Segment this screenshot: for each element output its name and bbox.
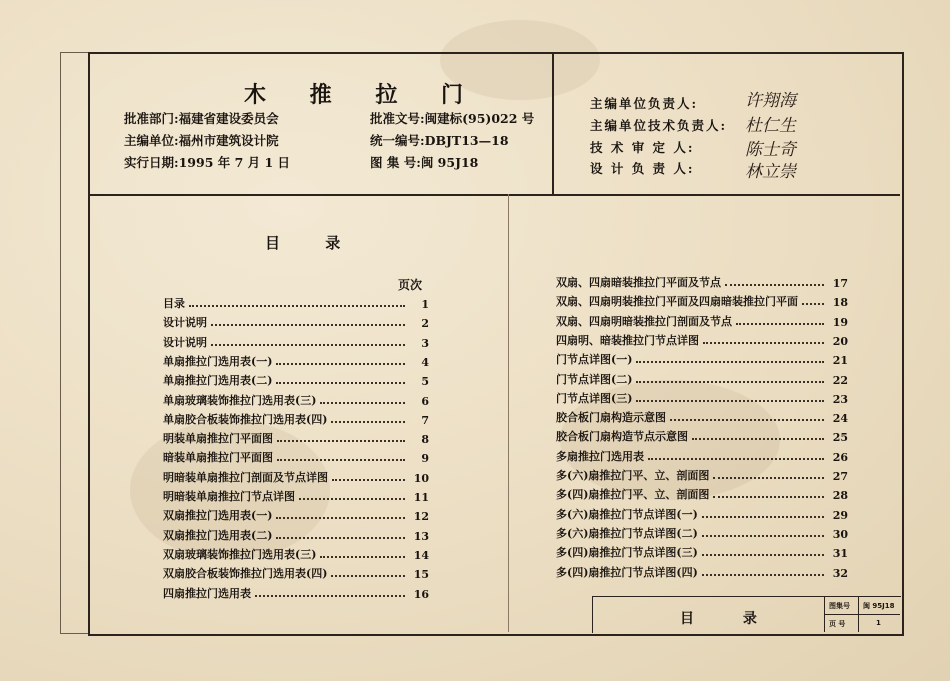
toc-entry-page: 25	[832, 431, 848, 445]
toc-entry-page: 29	[832, 508, 848, 522]
toc-entry-label: 双扇推拉门选用表(一)	[163, 509, 273, 523]
toc-entry-label: 设计说明	[163, 335, 207, 349]
toc-entry	[163, 544, 429, 562]
toc-entry	[556, 407, 848, 425]
toc-entry	[556, 504, 848, 522]
atlas-number: 图 集 号:闽 95J18	[370, 155, 479, 170]
toc-entry	[556, 330, 848, 348]
toc-entry	[556, 291, 848, 309]
toc-entry-page: 7	[421, 413, 429, 427]
responsible-label: 设 计 负 责 人:	[590, 161, 695, 176]
toc-entry	[556, 446, 848, 464]
toc-entry-label: 多(六)扇推拉门平、立、剖面图	[556, 469, 710, 482]
toc-entry-page: 20	[832, 334, 848, 348]
toc-entry-label: 胶合板门扇构造节点示意图	[556, 430, 688, 444]
toc-leader-dots	[636, 361, 824, 363]
toc-entry-label: 双扇、四扇暗装推拉门平面及节点	[556, 276, 721, 289]
toc-entry-page: 24	[832, 412, 848, 426]
toc-leader-dots	[277, 459, 405, 461]
toc-entry-page: 12	[413, 510, 429, 524]
toc-entry-label: 明暗装单扇推拉门节点详图	[163, 490, 295, 503]
toc-entry-label: 四扇明、暗装推拉门节点详图	[556, 333, 699, 347]
toc-entry-page: 16	[413, 587, 429, 601]
toc-entry-page: 22	[832, 373, 848, 387]
toc-entry-page: 21	[832, 354, 848, 368]
toc-entry-label: 多(六)扇推拉门节点详图(二)	[556, 526, 698, 540]
handwritten-signature: 杜仁生	[745, 116, 796, 136]
toc-leader-dots	[636, 400, 824, 402]
toc-leader-dots	[211, 324, 405, 326]
toc-entry-label: 双扇、四扇明暗装推拉门剖面及节点	[556, 314, 732, 328]
toc-entry-page: 14	[413, 548, 429, 562]
toc-leader-dots	[713, 477, 824, 479]
toc-leader-dots	[802, 303, 824, 305]
toc-entry-page: 6	[421, 394, 429, 408]
toc-leader-dots	[648, 458, 824, 460]
toc-entry-page: 2	[421, 317, 429, 331]
toc-entry-page: 5	[421, 375, 429, 389]
approval-doc: 批准文号:闽建标(95)022 号	[370, 111, 535, 126]
toc-leader-dots	[320, 402, 405, 404]
toc-leader-dots	[702, 516, 824, 518]
toc-entry	[163, 486, 429, 504]
toc-entry-page: 31	[832, 547, 848, 561]
toc-leader-dots	[331, 421, 405, 423]
toc-entry-label: 双扇玻璃装饰推拉门选用表(三)	[163, 547, 317, 561]
toc-leader-dots	[255, 595, 405, 597]
toc-entry-page: 28	[832, 489, 848, 503]
document-title: 木 推 拉 门	[244, 82, 481, 108]
toc-entry-label: 双扇推拉门选用表(二)	[163, 528, 273, 542]
toc-entry-label: 双扇、四扇明装推拉门平面及四扇暗装推拉门平面	[556, 295, 798, 309]
toc-entry	[556, 562, 848, 580]
toc-entry	[556, 388, 848, 406]
toc-entry-label: 门节点详图(二)	[556, 372, 633, 386]
toc-entry-label: 目录	[163, 297, 185, 310]
responsible-label: 主编单位负责人:	[590, 96, 699, 111]
effective-date: 实行日期:1995 年 7 月 1 日	[124, 155, 291, 170]
toc-entry-label: 四扇推拉门选用表	[163, 586, 251, 600]
toc-leader-dots	[299, 498, 405, 500]
toc-entry-label: 明暗装单扇推拉门剖面及节点详图	[163, 470, 328, 484]
column-divider	[508, 194, 509, 632]
toc-entry-label: 单扇胶合板装饰推拉门选用表(四)	[163, 412, 328, 426]
toc-entry	[556, 484, 848, 502]
toc-entry-page: 9	[421, 452, 429, 466]
toc-leader-dots	[277, 440, 405, 442]
toc-leader-dots	[189, 305, 405, 307]
toc-entry-page: 8	[421, 433, 429, 447]
handwritten-signature: 许翔海	[745, 91, 796, 111]
page-column-header: 页次	[398, 278, 423, 292]
toc-entry-label: 多(四)扇推拉门节点详图(四)	[556, 565, 698, 579]
toc-entry	[163, 351, 429, 369]
title-block-divider	[858, 596, 859, 632]
toc-entry-page: 1	[421, 298, 429, 311]
toc-entry-page: 27	[832, 470, 848, 483]
responsible-label: 技 术 审 定 人:	[590, 140, 695, 155]
toc-leader-dots	[331, 575, 405, 577]
toc-entry	[556, 349, 848, 367]
toc-entry-label: 双扇胶合板装饰推拉门选用表(四)	[163, 567, 328, 581]
toc-entry	[163, 428, 429, 446]
toc-entry-page: 11	[413, 491, 429, 504]
toc-entry	[163, 332, 429, 350]
toc-entry-page: 15	[413, 568, 429, 582]
toc-leader-dots	[692, 438, 824, 440]
toc-entry-label: 多(四)扇推拉门平、立、剖面图	[556, 488, 710, 502]
toc-entry	[556, 465, 848, 483]
chief-editor-unit: 主编单位:福州市建筑设计院	[124, 133, 279, 148]
toc-entry-page: 30	[832, 527, 848, 541]
toc-entry	[163, 563, 429, 581]
toc-entry	[556, 369, 848, 387]
toc-leader-dots	[702, 535, 824, 537]
toc-entry	[556, 542, 848, 560]
approval-dept: 批准部门:福建省建设委员会	[124, 111, 279, 126]
toc-leader-dots	[332, 479, 405, 481]
toc-entry	[163, 525, 429, 543]
unified-number: 统一编号:DBJT13—18	[370, 133, 509, 148]
toc-entry-label: 门节点详图(一)	[556, 353, 633, 367]
toc-leader-dots	[713, 496, 824, 498]
toc-entry-label: 设计说明	[163, 316, 207, 330]
toc-entry	[556, 426, 848, 444]
page-no-value: 1	[876, 619, 881, 627]
toc-leader-dots	[702, 574, 824, 576]
toc-entry-label: 单扇玻璃装饰推拉门选用表(三)	[163, 393, 317, 407]
toc-leader-dots	[636, 381, 824, 383]
handwritten-signature: 林立崇	[745, 162, 796, 182]
responsible-label: 主编单位技术负责人:	[590, 118, 728, 133]
toc-entry-label: 多扇推拉门选用表	[556, 449, 644, 463]
toc-entry	[163, 293, 429, 311]
page-no-label: 页 号	[829, 620, 846, 628]
toc-entry	[163, 447, 429, 465]
binding-strip	[60, 52, 89, 634]
atlas-no-value: 闽 95J18	[863, 602, 895, 610]
toc-leader-dots	[320, 556, 405, 558]
title-block-divider	[824, 614, 900, 615]
toc-leader-dots	[211, 344, 405, 346]
toc-entry-label: 多(四)扇推拉门节点详图(三)	[556, 546, 698, 560]
toc-leader-dots	[725, 284, 824, 286]
toc-entry-page: 23	[832, 392, 848, 406]
toc-entry-page: 4	[421, 355, 429, 369]
toc-entry-page: 32	[832, 566, 848, 580]
toc-entry-label: 单扇推拉门选用表(一)	[163, 354, 273, 368]
toc-entry	[163, 390, 429, 408]
header-divider	[552, 52, 554, 194]
toc-entry	[556, 311, 848, 329]
toc-entry	[556, 272, 848, 290]
toc-entry	[163, 583, 429, 601]
handwritten-signature: 陈士奇	[745, 140, 796, 160]
toc-leader-dots	[276, 537, 405, 539]
toc-entry	[163, 467, 429, 485]
toc-entry	[163, 409, 429, 427]
toc-leader-dots	[276, 363, 405, 365]
toc-leader-dots	[702, 554, 824, 556]
toc-entry	[163, 312, 429, 330]
toc-entry-page: 3	[421, 336, 429, 350]
toc-leader-dots	[736, 323, 824, 325]
toc-title: 目 录	[265, 234, 361, 252]
toc-entry-label: 多(六)扇推拉门节点详图(一)	[556, 507, 698, 521]
toc-entry-page: 19	[832, 315, 848, 329]
toc-leader-dots	[276, 382, 405, 384]
toc-leader-dots	[670, 419, 824, 421]
toc-entry-page: 10	[413, 471, 429, 485]
toc-entry-label: 门节点详图(三)	[556, 391, 633, 405]
atlas-no-label: 图集号	[829, 602, 850, 610]
toc-entry-label: 胶合板门扇构造示意图	[556, 411, 666, 425]
title-block-label: 目 录	[680, 611, 779, 627]
toc-leader-dots	[276, 517, 405, 519]
toc-entry-page: 17	[832, 277, 848, 290]
toc-entry-label: 单扇推拉门选用表(二)	[163, 374, 273, 388]
toc-entry-page: 26	[832, 450, 848, 464]
toc-entry-label: 明装单扇推拉门平面图	[163, 432, 273, 446]
toc-leader-dots	[703, 342, 824, 344]
toc-entry	[163, 370, 429, 388]
toc-entry-label: 暗装单扇推拉门平面图	[163, 451, 273, 465]
toc-entry	[163, 505, 429, 523]
toc-entry	[556, 523, 848, 541]
toc-entry-page: 18	[832, 296, 848, 310]
toc-entry-page: 13	[413, 529, 429, 543]
